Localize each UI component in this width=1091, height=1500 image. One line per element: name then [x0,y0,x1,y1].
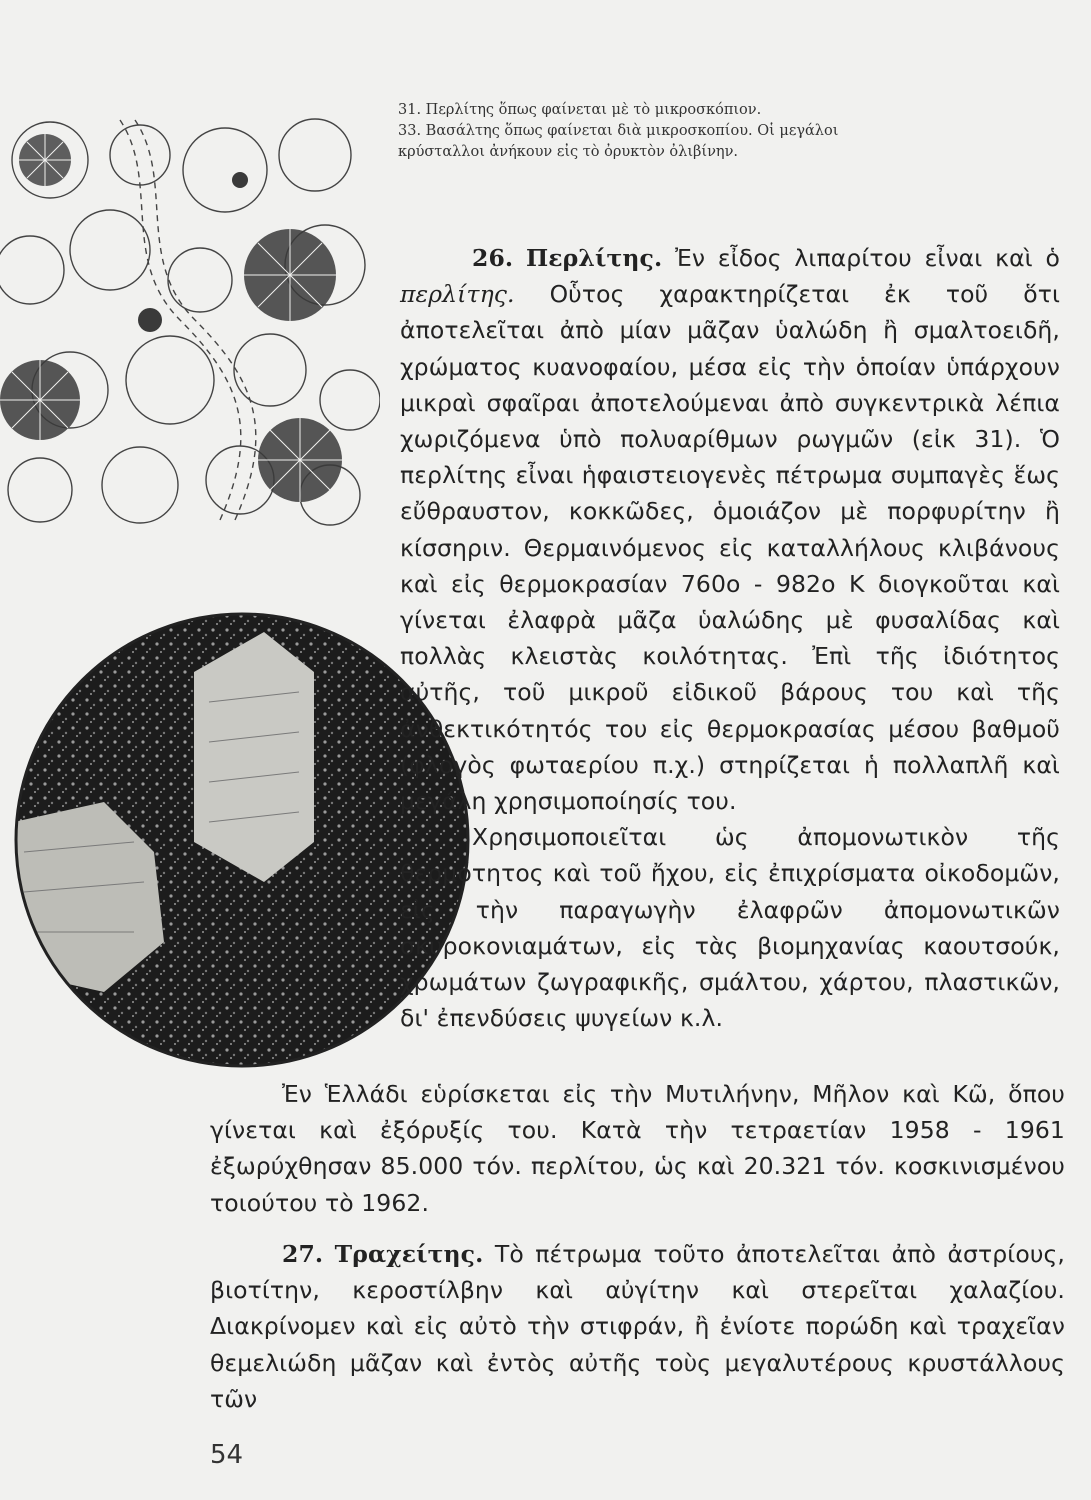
section-26-text: Οὗτος χαρακτηρίζεται ἐκ τοῦ ὅτι ἀποτελεῖται ἀπὸ μίαν μᾶζαν ὑαλώδη ἢ σμαλτοειδῆ, χρώματος κυανοφαίου, μέσα εἰς τὴν ὁποίαν ὑπάρχουν μικραὶ σφαῖραι ἀποτελούμεναι ἀπὸ συγκεντρικὰ λέπια χωριζόμενα ὑπὸ πολυαρίθμων ρωγμῶν (εἰκ 31). Ὁ περλίτης εἶναι ἡφαιστειογενὲς πέτρωμα συμπαγὲς ἕως εὔθραυστον, κοκκῶδες, ὁμοιάζον μὲ πορφυρίτην ἢ κίσσηριν. Θερμαινόμενος εἰς καταλλήλους κλιβάνους καὶ εἰς θερμοκρασίαν 760o - 982o Κ διογκοῦται καὶ γίνεται ἐλαφρὰ μᾶζα ὑαλώδης μὲ φυσαλίδας καὶ πολλὰς κλειστὰς κοιλότητας. Ἐπὶ τῆς ἰδιότητος αὐτῆς, τοῦ μικροῦ εἰδικοῦ βάρους του καὶ τῆς ἀνθεκτικότητός του εἰς θερμοκρασίας μέσου βαθμοῦ (φλογὸς φωταερίου π.χ.) στηρίζεται ἡ πολλαπλῆ καὶ μεγάλη χρησιμοποίησίς του. [400,280,1060,816]
figure-captions [398,100,1078,163]
section-27 [210,1236,1065,1417]
section-26-paragraph-3: Ἐν Ἑλλάδι εὑρίσκεται εἰς τὴν Μυτιλήνην, Μῆλον καὶ Κῶ, ὅπου γίνεται καὶ ἐξόρυξίς του. Κατὰ τὴν τετραετίαν 1958 - 1961 ἐξωρύχθησαν 85.000 τόν. περλίτου, ὡς καὶ 20.321 τόν. κοσκινισμένου τοιούτου τὸ 1962. [210,1080,1065,1217]
section-27-title: Τραχείτης. [334,1240,484,1268]
section-27-paragraph [210,1236,1065,1417]
caption-fig33-line1: 33. Βασάλτης ὅπως φαίνεται διὰ μικροσκοπίου. Οἱ μεγάλοι [398,123,839,139]
section-26-number: 26. [472,244,514,272]
section-26-paragraph-1 [400,240,1060,819]
page-number: 54 [210,1440,244,1470]
caption-fig33-line2: κρύσταλλοι ἀνήκουν εἰς τὸ ὀρυκτὸν ὀλιβίνην. [398,144,739,160]
section-26-lead-italic: περλίτης. [400,280,515,309]
perlite-microscope-drawing [0,100,380,540]
section-26-narrow [400,240,1060,1036]
section-26-paragraph-2: Χρησιμοποιεῖται ὡς ἀπομονωτικὸν τῆς θερμότητος καὶ τοῦ ἤχου, εἰς ἐπιχρίσματα οἰκοδομῶν, εἰς τὴν παραγωγὴν ἐλαφρῶν ἀπομονωτικῶν σκυροκονιαμάτων, εἰς τὰς βιομηχανίας καουτσούκ, χρωμάτων ζωγραφικῆς, σμάλτου, χάρτου, πλαστικῶν, δι' ἐπενδύσεις ψυγείων κ.λ. [400,823,1060,1033]
section-26-full [210,1076,1065,1221]
section-26-lead: Ἐν εἶδος λιπαρίτου εἶναι καὶ ὁ [675,244,1060,272]
section-27-number: 27. [282,1240,324,1268]
caption-fig31: 31. Περλίτης ὅπως φαίνεται μὲ τὸ μικροσκόπιον. [398,102,762,118]
section-27-text: Τὸ πέτρωμα τοῦτο ἀποτελεῖται ἀπὸ ἀστρίους, βιοτίτην, κεροστίλβην καὶ αὐγίτην καὶ στερεῖται χαλαζίου. Διακρίνομεν καὶ εἰς αὐτὸ τὴν στιφράν, ἢ ἐνίοτε πορώδη καὶ τραχεῖαν θεμελιώδη μᾶζαν καὶ ἐντὸς αὐτῆς τοὺς μεγαλυτέρους κρυστάλλους τῶν [210,1240,1066,1413]
section-26-title: Περλίτης. [526,244,663,272]
